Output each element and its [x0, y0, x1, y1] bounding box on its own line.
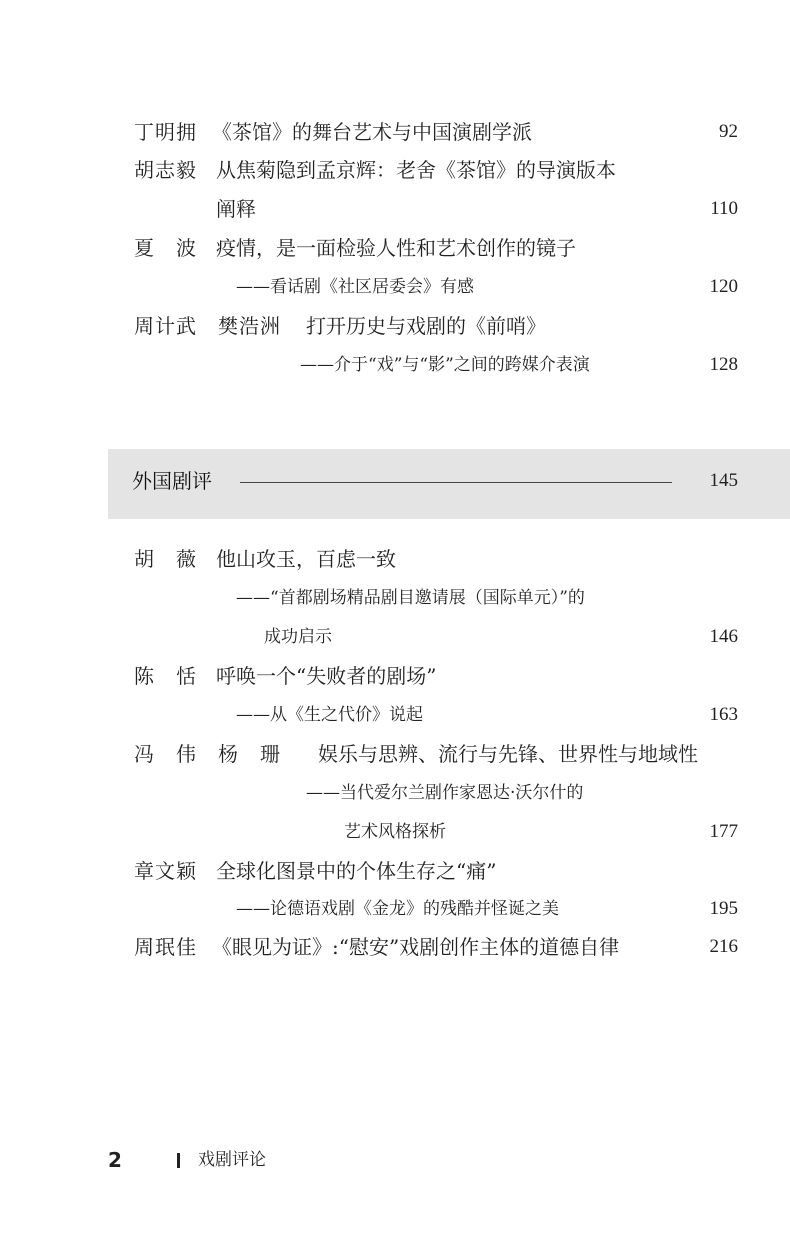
footer-page-number: 2 [108, 1148, 122, 1172]
entry-page: 128 [709, 354, 738, 375]
entry-author: 冯 伟 杨 珊 [134, 742, 281, 766]
toc-entry [0, 115, 790, 149]
toc-entry [0, 854, 790, 888]
entry-title-continued: 阐释 [216, 197, 256, 221]
footer-divider [177, 1153, 180, 1168]
entry-subtitle-continued: 成功启示 [264, 627, 332, 647]
toc-entry-continued [0, 192, 790, 226]
toc-entry-subtitle-row [0, 270, 790, 304]
toc-entry-subtitle-row [0, 776, 790, 810]
entry-page: 110 [710, 198, 738, 219]
entry-author: 陈 恬 [134, 664, 197, 688]
entry-title: 从焦菊隐到孟京辉：老舍《茶馆》的导演版本 [216, 158, 616, 182]
entry-title: 娱乐与思辨、流行与先锋、世界性与地域性 [318, 742, 698, 766]
entry-author: 丁明拥 [134, 120, 197, 144]
entry-page: 92 [719, 121, 738, 142]
entry-subtitle: ——从《生之代价》说起 [236, 705, 423, 725]
entry-page: 120 [709, 276, 738, 297]
entry-page: 146 [709, 626, 738, 647]
entry-page: 216 [709, 936, 738, 957]
footer-book-title: 戏剧评论 [198, 1150, 266, 1170]
toc-entry-subtitle-row [0, 348, 790, 382]
entry-title: 呼唤一个“失败者的剧场” [216, 664, 437, 688]
toc-entry [0, 231, 790, 265]
toc-entry-subtitle-row [0, 581, 790, 615]
entry-page: 177 [709, 821, 738, 842]
entry-page: 195 [709, 898, 738, 919]
entry-subtitle: ——看话剧《社区居委会》有感 [236, 277, 474, 297]
entry-author: 夏 波 [134, 236, 197, 260]
entry-subtitle: ——“首都剧场精品剧目邀请展（国际单元）”的 [236, 588, 585, 608]
entry-title: 全球化图景中的个体生存之“痛” [216, 859, 497, 883]
section-header-rule [240, 482, 672, 483]
entry-author: 胡 薇 [134, 547, 197, 571]
toc-entry [0, 930, 790, 964]
toc-entry [0, 153, 790, 187]
entry-author: 周珉佳 [134, 935, 197, 959]
entry-subtitle: ——当代爱尔兰剧作家恩达·沃尔什的 [306, 783, 584, 803]
toc-entry [0, 737, 790, 771]
section-header-title: 外国剧评 [132, 469, 212, 493]
toc-entry-subtitle-row [0, 892, 790, 926]
entry-author: 胡志毅 [134, 158, 197, 182]
entry-subtitle-continued: 艺术风格探析 [344, 822, 446, 842]
entry-author: 章文颖 [134, 859, 197, 883]
entry-title: 他山攻玉，百虑一致 [216, 547, 396, 571]
entry-subtitle: ——论德语戏剧《金龙》的残酷并怪诞之美 [236, 899, 559, 919]
entry-title: 《眼见为证》:“慰安”戏剧创作主体的道德自律 [212, 935, 620, 959]
toc-entry [0, 659, 790, 693]
entry-title: 《茶馆》的舞台艺术与中国演剧学派 [212, 120, 532, 144]
toc-entry-subtitle-row [0, 815, 790, 849]
toc-entry [0, 542, 790, 576]
entry-page: 163 [709, 704, 738, 725]
entry-title: 疫情，是一面检验人性和艺术创作的镜子 [216, 236, 576, 260]
entry-author: 周计武 樊浩洲 [134, 314, 281, 338]
entry-title: 打开历史与戏剧的《前哨》 [306, 314, 546, 338]
toc-entry-subtitle-row [0, 620, 790, 654]
toc-entry-subtitle-row [0, 698, 790, 732]
section-header-page: 145 [709, 470, 738, 491]
entry-subtitle: ——介于“戏”与“影”之间的跨媒介表演 [300, 355, 590, 375]
toc-entry [0, 309, 790, 343]
